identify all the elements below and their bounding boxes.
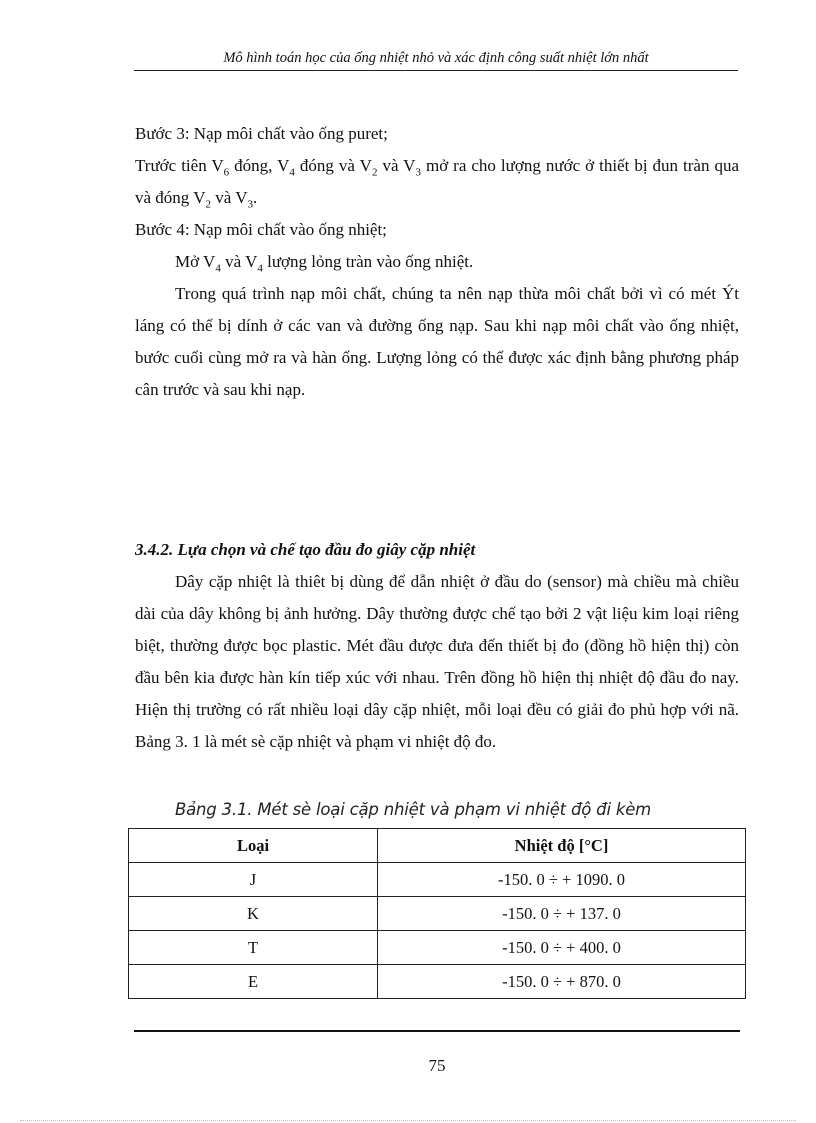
- table-row: [129, 931, 746, 965]
- section-body: [135, 566, 739, 758]
- header-temperature: Nhiệt độ [°C]: [378, 829, 746, 863]
- footer-divider: [134, 1030, 740, 1032]
- step4-title: Bước 4: Nạp môi chất vào ống nhiệt;: [135, 220, 387, 239]
- thermocouple-paragraph: Dây cặp nhiệt là thiêt bị dùng để dẫn nhiệt ở đầu do (sensor) mà chiều mà chiều dài của dây không bị ảnh hưởng. Dây thường được chế tạo bởi 2 vật liệu kim loại riêng biệt, thường được bọc plastic. Mét đầu được đưa đến thiết bị đo (đồng hồ hiện thị) còn đầu bên kia được hàn kín tiếp xúc với nhau. Trên đồng hồ hiện thị nhiệt độ đầu đo nay. Hiện thị trường có rất nhiều loại dây cặp nhiệt, mỗi loại đều có giải đo phủ hợp với nã. Bảng 3. 1 là mét sè cặp nhiệt và phạm vi nhiệt độ đo.: [135, 572, 739, 751]
- table-row: [129, 965, 746, 999]
- table-caption: Bảng 3.1. Mét sè loại cặp nhiệt và phạm vi nhiệt độ đi kèm: [175, 800, 652, 819]
- cell-type: E: [129, 965, 378, 999]
- cell-range: -150. 0 ÷ + 400. 0: [378, 931, 746, 965]
- cell-range: -150. 0 ÷ + 870. 0: [378, 965, 746, 999]
- table-header-row: [129, 829, 746, 863]
- cell-range: -150. 0 ÷ + 1090. 0: [378, 863, 746, 897]
- header-divider: [134, 70, 738, 71]
- steps-block: [135, 118, 739, 406]
- table-row: [129, 863, 746, 897]
- page-number: 75: [428, 1056, 446, 1075]
- step4-text: Mở $V_4$ và $V_4$ lượng lỏng tràn vào ống nhiệt.: [175, 252, 474, 275]
- filling-paragraph: Trong quá trình nạp môi chất, chúng ta nên nạp thừa môi chất bởi vì có mét Ýt láng có thể bị dính ở các van và đường ống nạp. Sau khi nạp môi chất vào ống nhiệt, bước cuối cùng mở ra và hàn ống. Lượng lỏng có thể được xác định bằng phương pháp cân trước và sau khi nạp.: [135, 284, 739, 399]
- header-type: Loại: [129, 829, 378, 863]
- cell-type: T: [129, 931, 378, 965]
- page-edge: [20, 1120, 796, 1121]
- cell-type: K: [129, 897, 378, 931]
- table-row: [129, 897, 746, 931]
- running-header: Mô hình toán học của ống nhiệt nhỏ và xác định công suất nhiệt lớn nhất: [223, 50, 649, 66]
- section-heading: 3.4.2. Lựa chọn và chế tạo đầu đo giây cặp nhiệt: [135, 540, 476, 559]
- thermocouple-table: [128, 828, 746, 999]
- step3-title: Bước 3: Nạp môi chất vào ống puret;: [135, 124, 388, 143]
- cell-range: -150. 0 ÷ + 137. 0: [378, 897, 746, 931]
- step3-text: Trước tiên $V_6$ đóng, $V_4$ đóng và $V_2$ và $V_3$ mở ra cho lượng nước ở thiết bị đun tràn qua và đóng $V_2$ và $V_3$.: [135, 156, 740, 211]
- cell-type: J: [129, 863, 378, 897]
